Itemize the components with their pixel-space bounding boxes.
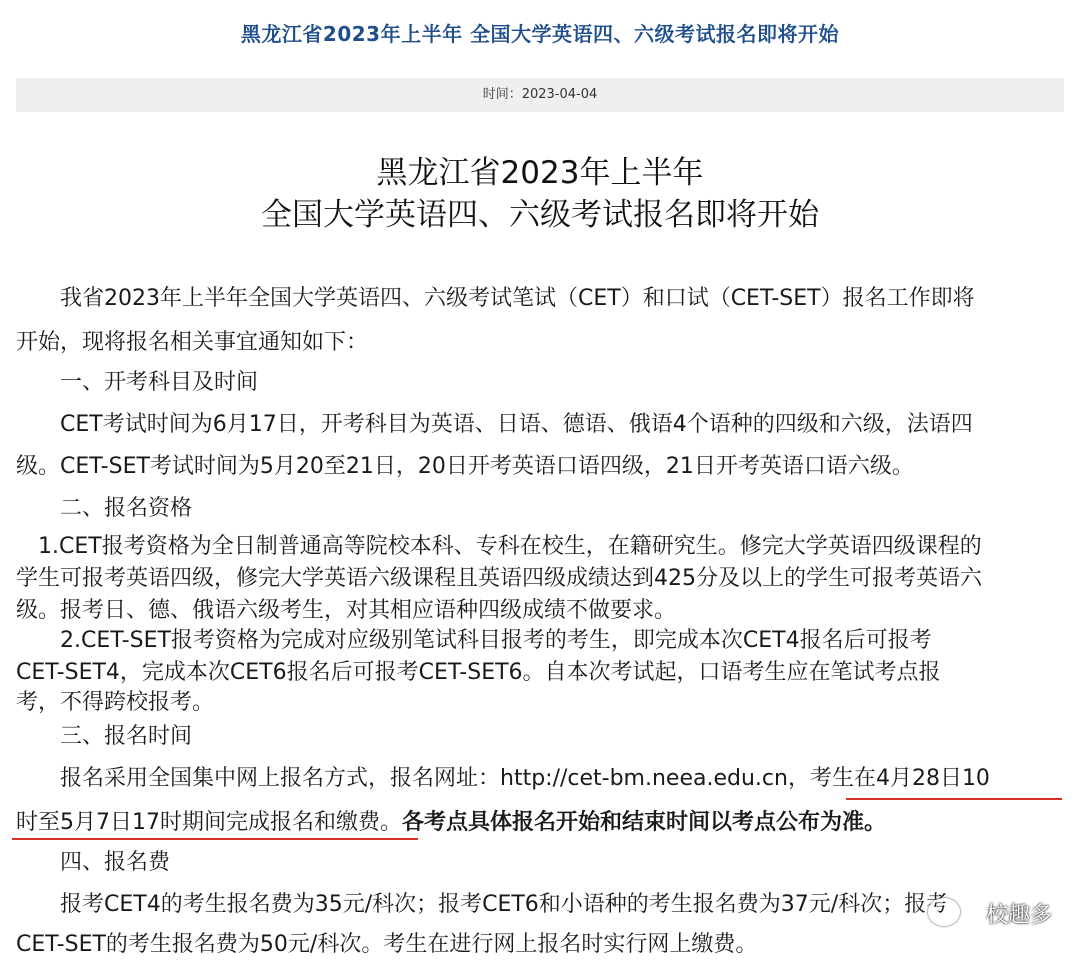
paragraph-line: 开始，现将报名相关事宜通知如下： <box>16 330 369 355</box>
watermark-text: 校趣多 <box>985 903 1052 928</box>
section-heading: 二、报名资格 <box>16 496 193 521</box>
paragraph-line: 报名采用全国集中网上报名方式，报名网址：http://cet-bm.neea.edu.cn，考生在4月28日10 <box>16 766 990 791</box>
article-headline <box>0 152 1080 236</box>
highlighted-deadline: 时至5月7日17时期间完成报名和缴费。 <box>16 810 402 835</box>
paragraph-line: 学生可报考英语四级，修完大学英语六级课程且英语四级成绩达到425分及以上的学生可报考英语六 <box>16 566 982 591</box>
paragraph-line: 我省2023年上半年全国大学英语四、六级考试笔试（CET）和口试（CET-SET）报名工作即将 <box>16 286 975 311</box>
paragraph-line: 考，不得跨校报考。 <box>16 690 215 715</box>
headline-line: 全国大学英语四、六级考试报名即将开始 <box>261 197 819 233</box>
paragraph-line: 级。CET-SET考试时间为5月20至21日，20日开考英语口语四级，21日开考英语口语六级。 <box>16 454 914 479</box>
headline-line: 黑龙江省2023年上半年 <box>376 155 704 191</box>
paragraph-line: 级。报考日、德、俄语六级考生，对其相应语种四级成绩不做要求。 <box>16 598 677 623</box>
section-heading: 四、报名费 <box>16 850 171 875</box>
page-title: 黑龙江省2023年上半年 全国大学英语四、六级考试报名即将开始 <box>240 22 840 46</box>
section-heading: 一、开考科目及时间 <box>16 370 259 395</box>
publish-date: 时间：2023-04-04 <box>16 78 1064 112</box>
paragraph-line: CET-SET4，完成本次CET6报名后可报考CET-SET6。自本次考试起，口语考生应在笔试考点报 <box>16 660 941 685</box>
paragraph-line: CET-SET的考生报名费为50元/科次。考生在进行网上报名时实行网上缴费。 <box>16 932 758 957</box>
paragraph-line: 2.CET-SET报考资格为完成对应级别笔试科目报考的考生，即完成本次CET4报名后可报考 <box>16 628 932 653</box>
section-heading: 三、报名时间 <box>16 724 193 749</box>
paragraph-line: 1.CET报考资格为全日制普通高等院校本科、专科在校生，在籍研究生。修完大学英语四级课程的 <box>16 534 982 559</box>
red-underline <box>12 838 418 840</box>
paragraph-line: 报考CET4的考生报名费为35元/科次；报考CET6和小语种的考生报名费为37元/科次；报考 <box>16 892 949 917</box>
bold-notice: 各考点具体报名开始和结束时间以考点公布为准。 <box>402 810 887 835</box>
paragraph-line: CET考试时间为6月17日，开考科目为英语、日语、德语、俄语4个语种的四级和六级，法语四 <box>16 412 973 437</box>
red-underline <box>846 798 1062 800</box>
wechat-icon <box>928 898 960 926</box>
paragraph-line <box>16 808 1066 838</box>
